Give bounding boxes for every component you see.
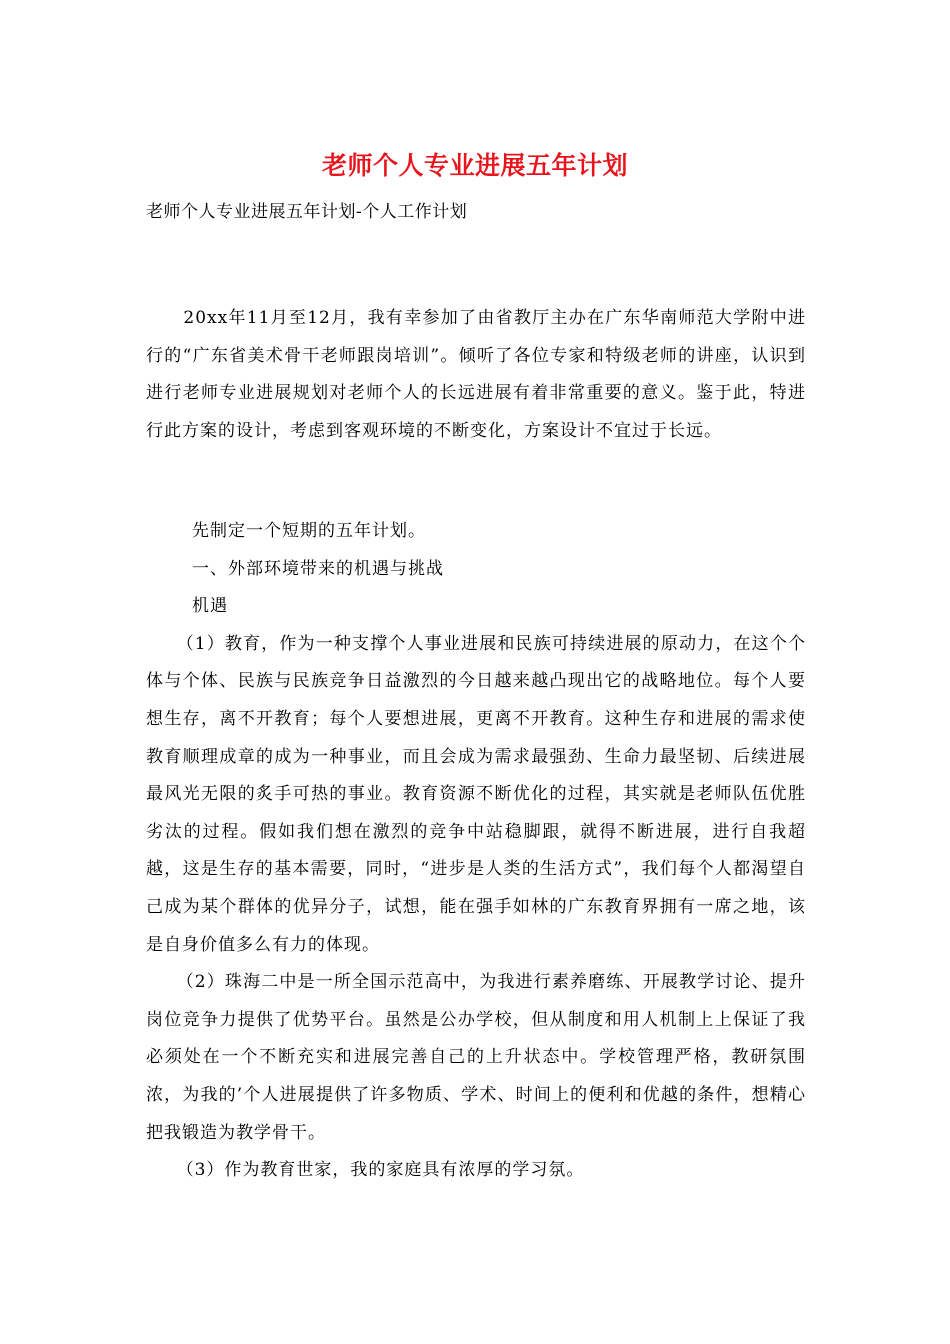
intro-section — [146, 300, 806, 450]
point-2-paragraph: （2）珠海二中是一所全国示范高中，为我进行素养磨练、开展教学讨论、提升岗位竞争力提供了优势平台。虽然是公办学校，但从制度和用人机制上上保证了我必须处在一个不断充实和进展完善自己的上升状态中。学校管理严格，教研氛围浓，为我的’个人进展提供了许多物质、学术、时间上的便利和优越的条件，想精心把我锻造为教学骨干。 — [146, 972, 806, 1143]
short-plan-line: 先制定一个短期的五年计划。 — [192, 521, 426, 541]
point-1-paragraph: （1）教育，作为一种支撑个人事业进展和民族可持续进展的原动力，在这个个体与个体、民族与民族竞争日益激烈的今日越来越凸现出它的战略地位。每个人要想生存，离不开教育；每个人要想进展，更离不开教育。这种生存和进展的需求使教育顺理成章的成为一种事业，而且会成为需求最强劲、生命力最坚韧、后续进展最风光无限的炙手可热的事业。教育资源不断优化的过程，其实就是老师队伍优胜劣汰的过程。假如我们想在激烈的竞争中站稳脚跟，就得不断进展，进行自我超越，这是生存的基本需要，同时，“进步是人类的生活方式”，我们每个人都渴望自己成为某个群体的优异分子，试想，能在强手如林的广东教育界拥有一席之地，该是自身价值多么有力的体现。 — [146, 633, 806, 955]
point-3-paragraph: （3）作为教育世家，我的家庭具有浓厚的学习氛。 — [176, 1160, 585, 1181]
opportunity-heading: 机遇 — [192, 596, 228, 617]
document-subtitle: 老师个人专业进展五年计划-个人工作计划 — [146, 202, 468, 222]
main-section — [146, 513, 806, 1190]
document-title: 老师个人专业进展五年计划 — [321, 151, 628, 180]
intro-paragraph: 20xx年11月至12月，我有幸参加了由省教厅主办在广东华南师范大学附中进行的“广东省美术骨干老师跟岗培训”。倾听了各位专家和特级老师的讲座，认识到进行老师专业进展规划对老师个人的长远进展有着非常重要的意义。鉴于此，特进行此方案的设计，考虑到客观环境的不断变化，方案设计不宜过于长远。 — [146, 308, 806, 441]
section-one-heading: 一、外部环境带来的机遇与挑战 — [192, 558, 444, 579]
